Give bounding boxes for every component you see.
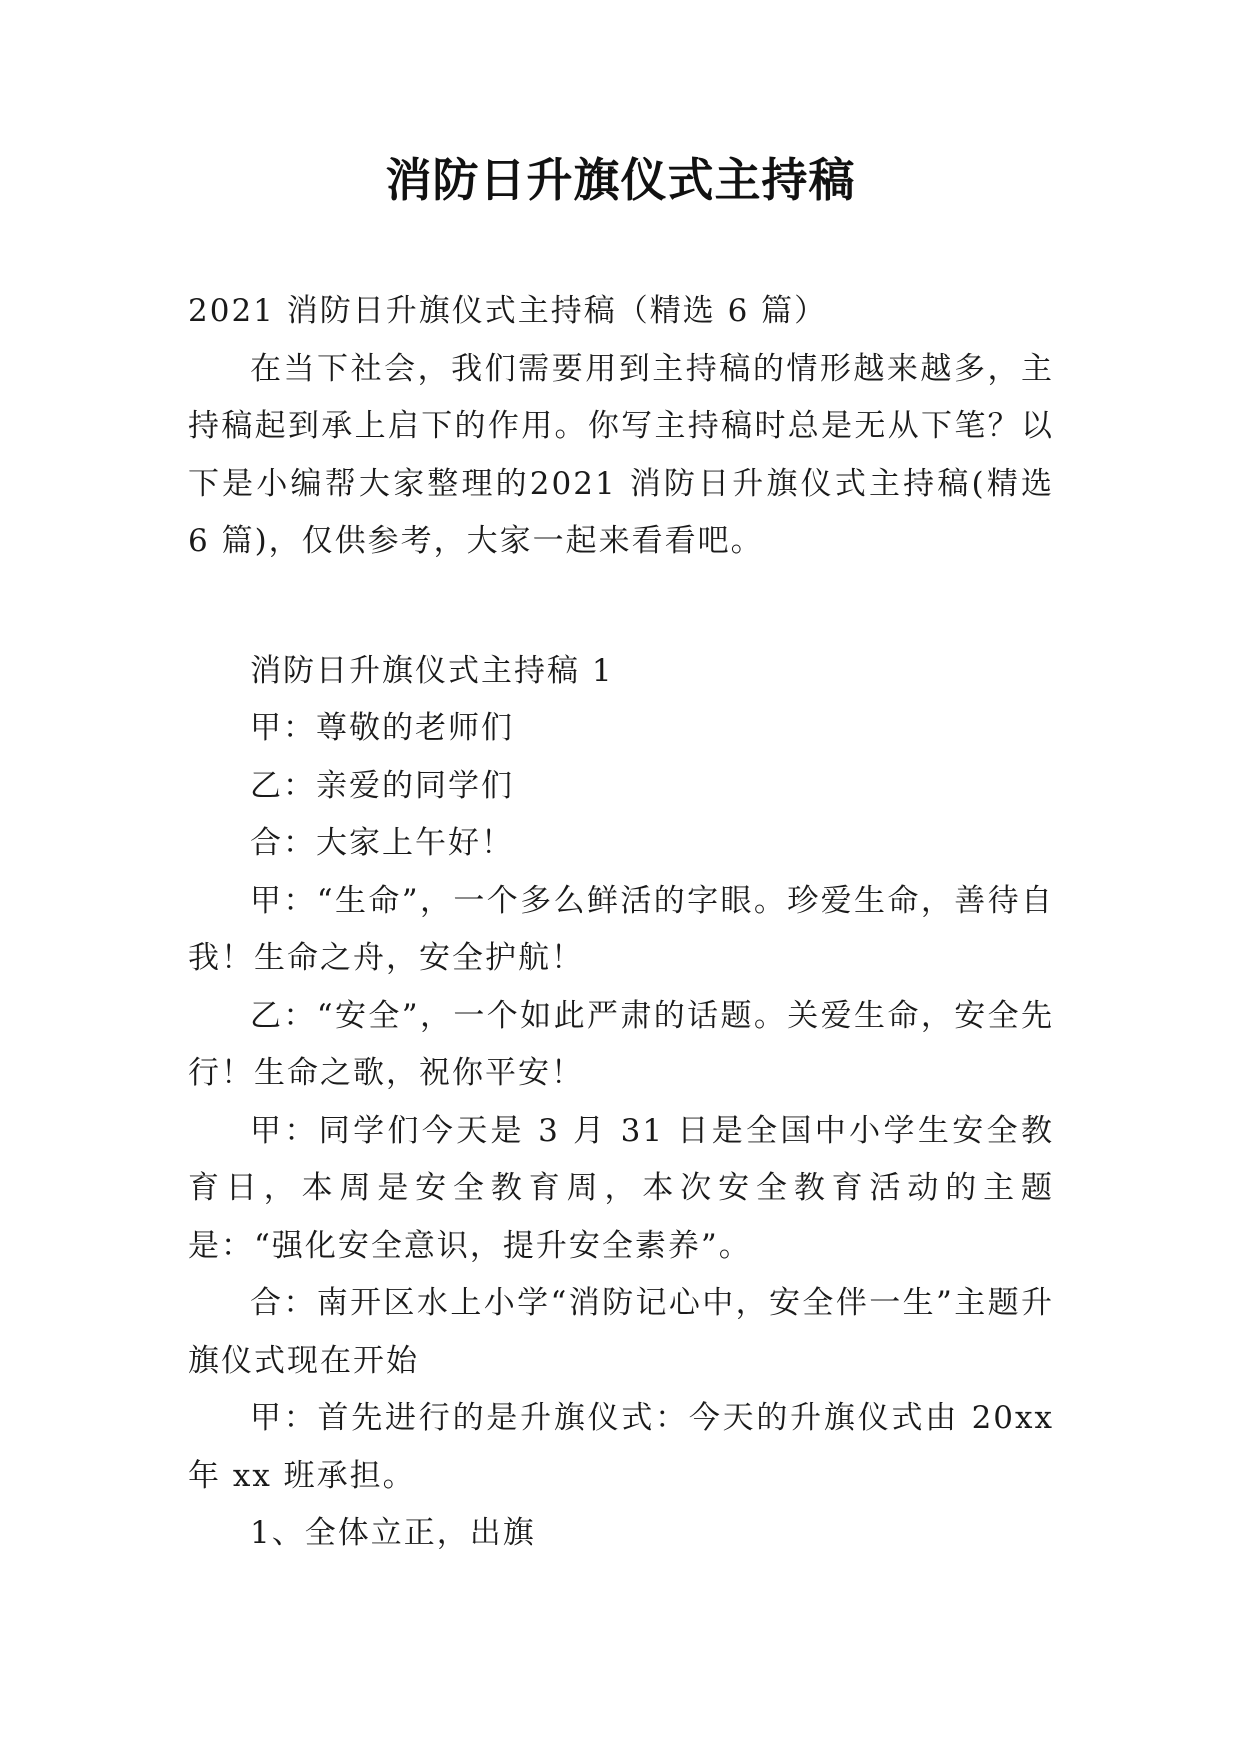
script-line: 甲：同学们今天是 3 月 31 日是全国中小学生安全教育日，本周是安全教育周，本次安全教育活动的主题是：“强化安全意识，提升安全素养”。	[188, 1112, 1054, 1264]
script-line: 乙：亲爱的同学们	[250, 767, 514, 804]
script-line: 甲：尊敬的老师们	[250, 710, 514, 746]
section-heading: 消防日升旗仪式主持稿 1	[250, 652, 614, 689]
document-body	[188, 283, 1054, 1563]
script-line: 乙：“安全”，一个如此严肃的话题。关爱生命，安全先行！生命之歌，祝你平安！	[188, 997, 1054, 1091]
script-line: 甲：首先进行的是升旗仪式：今天的升旗仪式由 20xx 年 xx 班承担。	[188, 1400, 1054, 1494]
document-subtitle: 2021 消防日升旗仪式主持稿（精选 6 篇）	[188, 293, 828, 329]
script-line: 甲：“生命”，一个多么鲜活的字眼。珍爱生命，善待自我！生命之舟，安全护航！	[188, 882, 1054, 976]
document-title: 消防日升旗仪式主持稿	[385, 153, 856, 207]
intro-paragraph: 在当下社会，我们需要用到主持稿的情形越来越多，主持稿起到承上启下的作用。你写主持稿时总是无从下笔？以下是小编帮大家整理的2021 消防日升旗仪式主持稿(精选 6 篇)，仅供参考，大家一起来看看吧。	[188, 350, 1054, 559]
section-spacer	[188, 571, 1054, 643]
script-line: 合：大家上午好！	[250, 825, 514, 861]
script-line: 1、全体立正，出旗	[250, 1515, 536, 1551]
script-line: 合：南开区水上小学“消防记心中，安全伴一生”主题升旗仪式现在开始	[188, 1285, 1054, 1379]
